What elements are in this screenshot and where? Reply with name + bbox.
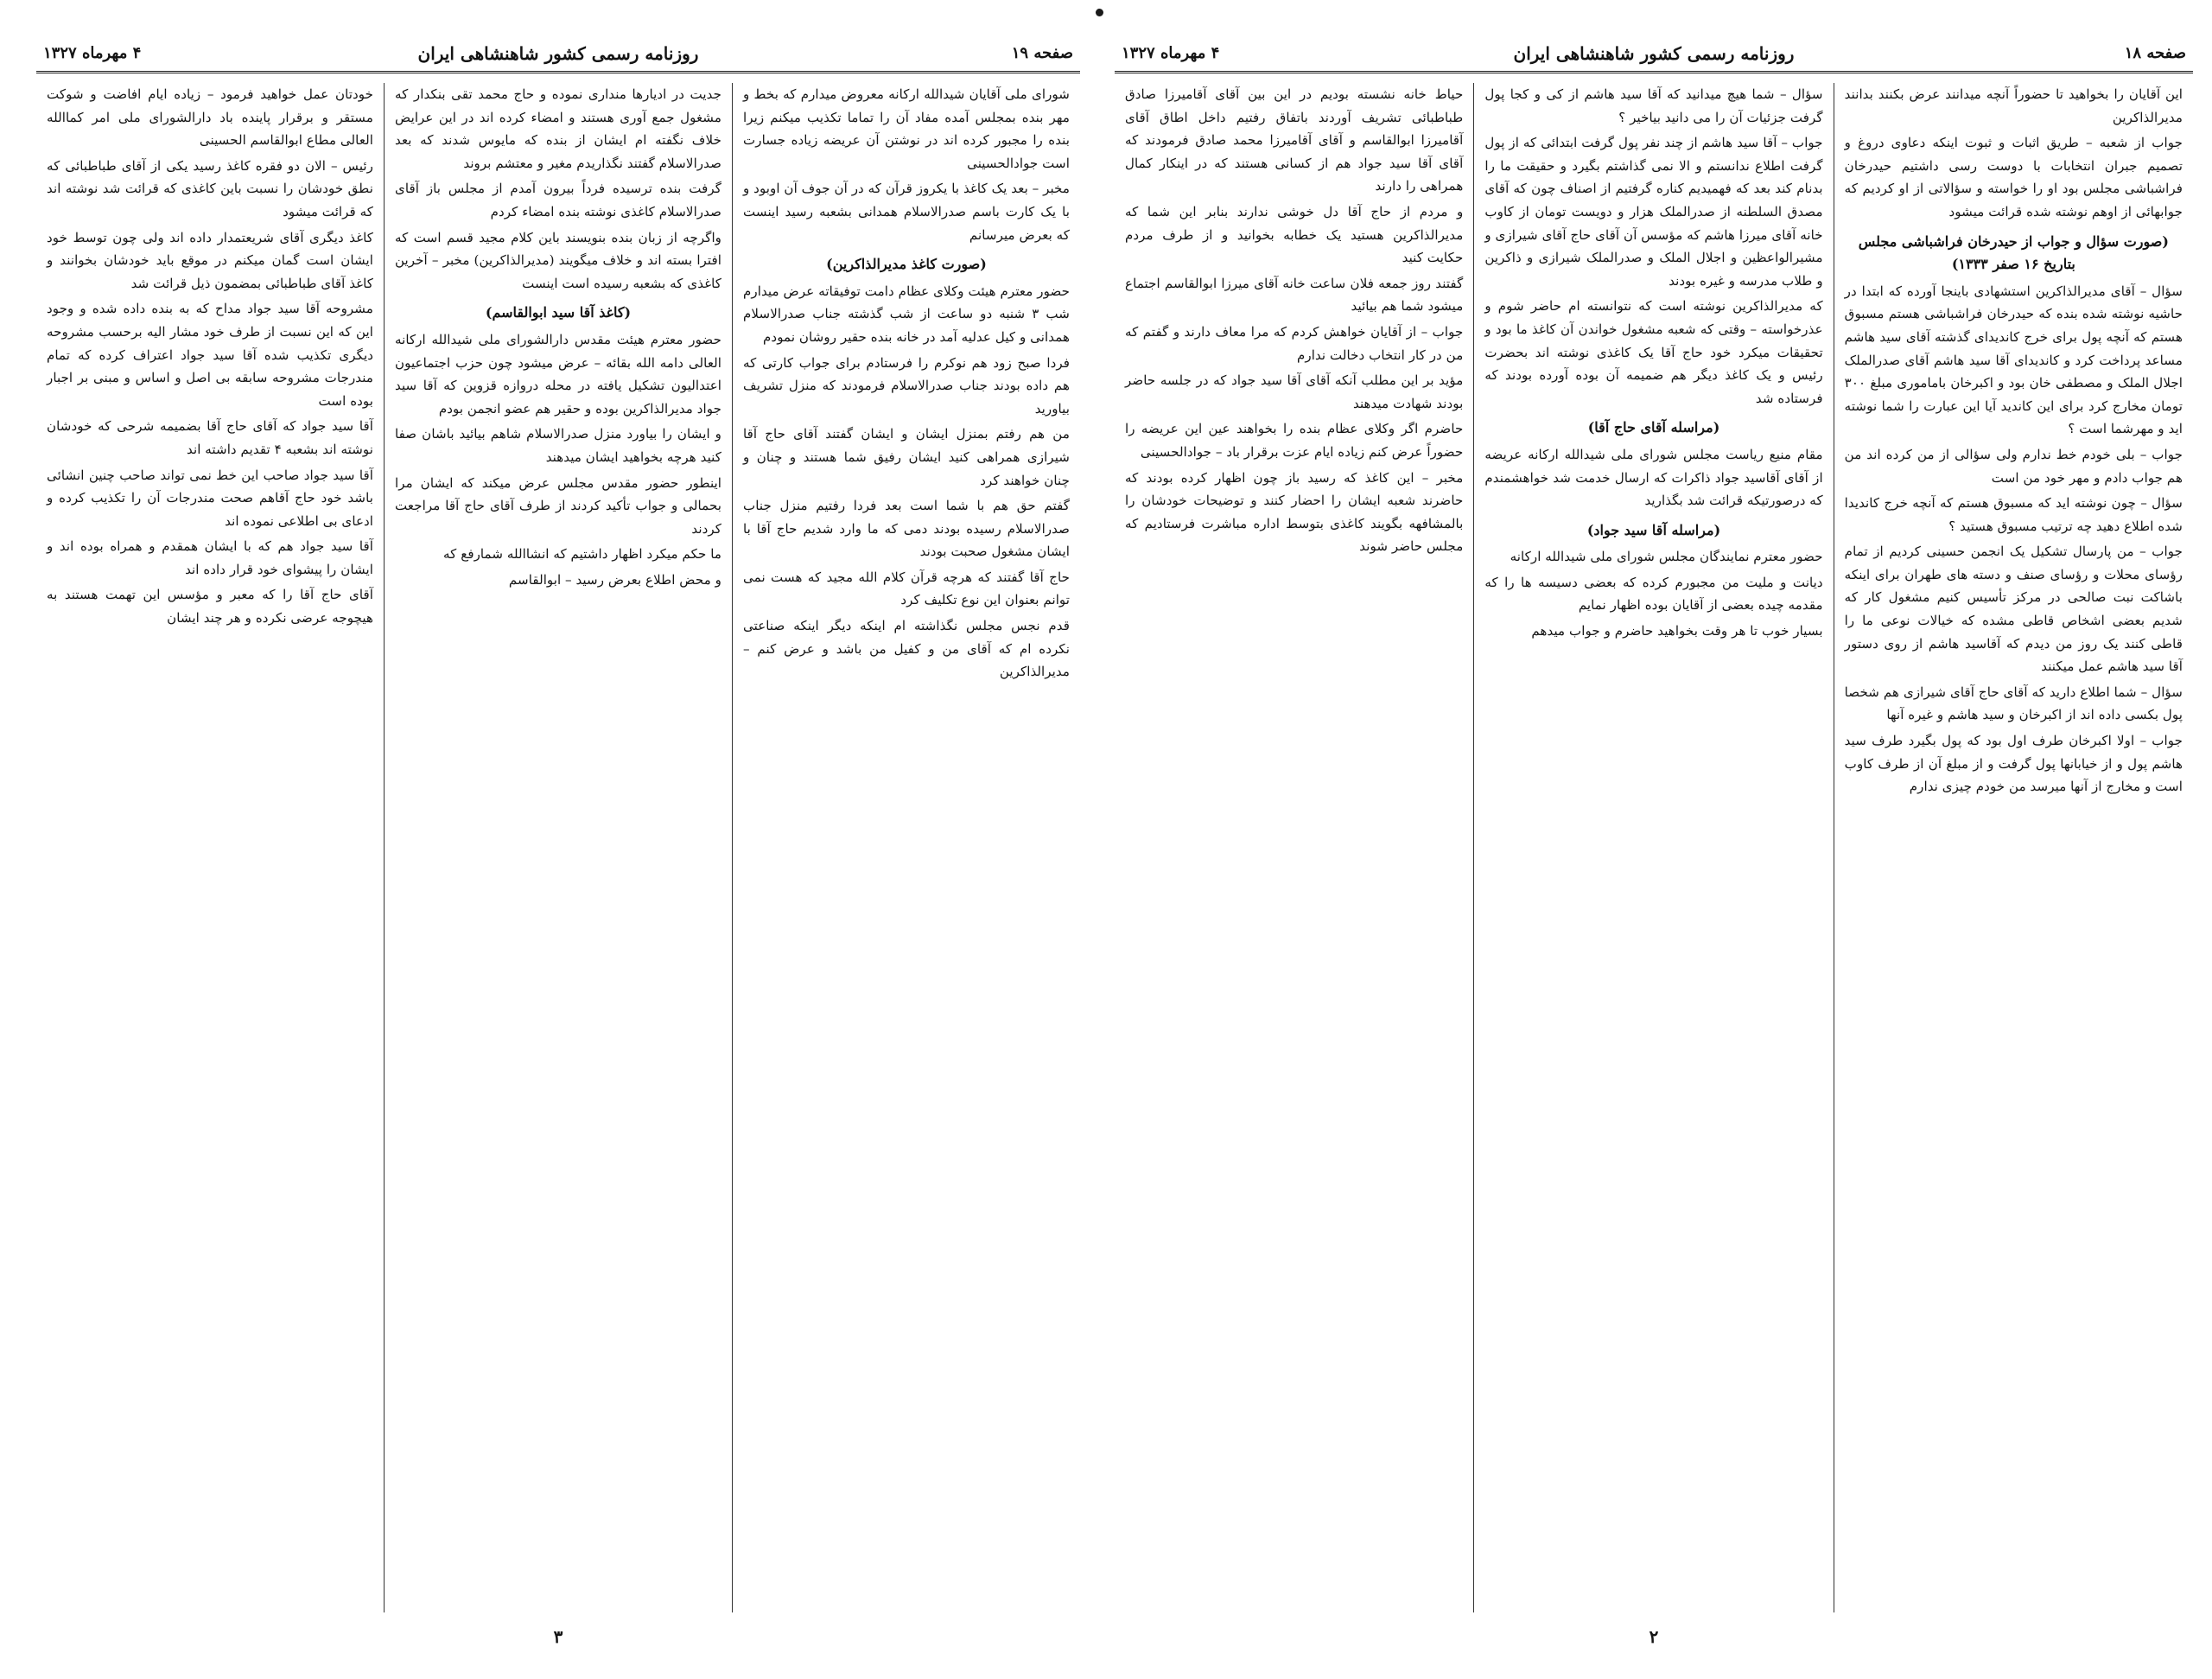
paragraph: حضور معترم هیئت وکلای عظام دامت توفیقاته عرض میدارم شب ۳ شنبه دو ساعت از شب گذشته جناب صدرالاسلام همدانی و کیل عدلیه آمد در خانه بنده حقیر روشان نمودم: [743, 283, 1070, 345]
paragraph: گرفت بنده ترسیده فرداً بیرون آمدم از مجلس باز آقای صدرالاسلام کاغذی نوشته بنده امضاء کردم: [395, 181, 721, 219]
paragraph: مخبر – این کاغذ که رسید باز چون اظهار کرده بودند که حاضرند شعبه ایشان را احضار کنند و توضیحات خودشان را بالمشافهه بگویند کاغذی بتوسط اداره مباشرت فرستادیم که مجلس حاضر شوند: [1125, 469, 1464, 555]
paragraph: جواب – بلی خودم خط ندارم ولی سؤالی از من کرده اند من هم جواب دادم و مهر خود من است: [1844, 446, 2183, 486]
page-19-date: ۴ مهرماه ۱۳۲۷: [43, 44, 142, 62]
paragraph: مخبر – بعد یک کاغذ با یکروز قرآن که در آن جوف آن اوبود و با یک کارت باسم صدرالاسلام همدانی بشعبه رسید اینست که بعرض میرسانم: [743, 181, 1070, 243]
letter-heading: (مراسله آقا سید جواد): [1586, 521, 1721, 538]
page-18-title: روزنامه رسمی کشور شاهنشاهی ایران: [1513, 43, 1795, 64]
page-18-column: [1473, 83, 1833, 1612]
paragraph: شورای ملی آقایان شیدالله ارکانه معروض میدارم که بخط و مهر بنده بمجلس آمده مفاد آن را تماما تکذیب میکنم زیرا بنده را مجبور کرده اند در نوشتن آن عریضه زیاده جسارت است جوادالحسینی: [743, 86, 1070, 171]
paragraph: آقا سید جواد صاحب این خط نمی تواند صاحب چنین انشائی باشد خود حاج آقاهم صحت مندرجات آن را تکذیب کرده و ادعای بی اطلاعی نموده اند: [47, 467, 373, 529]
paragraph: واگرچه از زبان بنده بنویسند باین کلام مجید قسم است که افترا بسته اند و خلاف میگویند (مدیرالذاکرین) مخبر – آخرین کاغذی که بشعبه رسیده است اینست: [395, 229, 721, 291]
page-19-folio: ۳: [553, 1626, 563, 1647]
binding-dot: [1096, 9, 1103, 16]
paragraph: اینطور حضور مقدس مجلس عرض میکند که ایشان مرا بحمالی و جواب تأکید کردند از طرف آقای حاج آقا مراجعت کردند: [395, 474, 721, 537]
paragraph: فردا صبح زود هم نوکرم را فرستادم برای جواب کارتی که هم داده بودند جناب صدرالاسلام فرمودند که منزل تشریف بیاورید: [743, 354, 1070, 417]
page-18-column: [1834, 83, 2193, 1612]
page-18-column: [1115, 83, 1473, 1612]
page-18-masthead: [1115, 36, 2193, 73]
paragraph: بسیار خوب تا هر وقت بخواهید حاضرم و جواب میدهم: [1531, 623, 1823, 639]
paragraph: آقای حاج آقا را که معبر و مؤسس این تهمت هستند به هیچوجه عرضی نکرده و هر چند ایشان: [47, 587, 373, 626]
paragraph: حضور معترم نمایندگان مجلس شورای ملی شیدالله ارکانه: [1510, 549, 1823, 565]
paragraph: و ایشان را بیاورد منزل صدرالاسلام شاهم بیائید باشان صفا کنید هرچه بخواهید ایشان میدهند: [395, 426, 721, 465]
paragraph: دیانت و ملیت من مجبورم کرده که بعضی دسیسه ها را که مقدمه چیده بعضی از آقایان بوده اظهار نمایم: [1484, 574, 1823, 614]
paragraph: جواب از شعبه – طریق اثبات و ثبوت اینکه دعاوی دروغ و تصمیم جبران انتخابات با دوست رسی داشتیم حیدرخان فراشباشی مجلس بود او را خواسته و سؤالاتی از او کردیم که جوابهائی از اوهم نوشته شده قرائت میشود: [1844, 135, 2183, 219]
letter-heading: (مراسله آقای حاج آقا): [1587, 419, 1720, 436]
paragraph: که مدیرالذاکرین نوشته است که نتوانسته ام حاضر شوم و عذرخواسته – وقتی که شعبه مشغول خواندن آن کاغذ ما بود و تحقیقات میکرد خود حاج آقا یک کاغذی نوشته اند بحضرت رئیس و یک کاغذ دیگر هم ضمیمه آن بوده آورده بودند که فرستاده شد: [1484, 298, 1823, 406]
paragraph: مؤید بر این مطلب آنکه آقای آقا سید جواد که در جلسه حاضر بودند شهادت میدهند: [1125, 372, 1464, 411]
paragraph: حاج آقا گفتند که هرچه قرآن کلام الله مجید که هست نمی توانم بعنوان این نوع تکلیف کرد: [743, 569, 1070, 608]
letter-heading: (صورت سؤال و جواب از حیدرخان فراشباشی مجلس بتاریخ ۱۶ صفر ۱۳۳۳): [1858, 232, 2169, 273]
paragraph: گفتم حق هم با شما است بعد فردا رفتیم منزل جناب صدرالاسلام رسیده بودند دمی که ما وارد شدیم حاج آقا با ایشان مشغول صحبت بودند: [743, 498, 1070, 560]
paragraph: و مردم از حاج آقا دل خوشی ندارند بنابر این شما که مدیرالذاکرین هستید یک خطابه بخوانید و از طرف مردم حکایت کنید: [1125, 203, 1464, 266]
paragraph: آقا سید جواد هم که با ایشان همقدم و همراه بوده اند و ایشان را پیشوای خود قرار داده اند: [47, 538, 373, 577]
paragraph: حیاط خانه نشسته بودیم در این بین آقای آقامیرزا صادق طباطبائی تشریف آوردند باتفاق رفتیم داخل اطاق آقای آقامیرزا ابوالقاسم و آقای آقامیرزا محمد صادق فرمودند که آقای آقا سید جواد هم از کسانی هستند که در اینکار کمال همراهی را دارند: [1125, 86, 1464, 194]
paragraph: این آقایان را بخواهید تا حضوراً آنچه میدانند عرض بکنند بدانند مدیرالذاکرین: [1844, 86, 2183, 125]
letter-heading: (صورت کاغذ مدیرالذاکرین): [826, 256, 987, 273]
page-18-date: ۴ مهرماه ۱۳۲۷: [1122, 44, 1220, 62]
page-18-columns: [1115, 83, 2193, 1612]
page-19-columns: [36, 83, 1080, 1612]
paragraph: جواب – آقا سید هاشم از چند نفر پول گرفت ابتدائی که از پول گرفت اطلاع ندانستم و الا نمی گذاشتم بگیرد و حقیقت ما را بدنام کند بعد که فهمیدیم کناره گرفتیم از اصناف چون که آقای مصدق السلطنه از صدرالملک هزار و دویست تومان از کاوب خانه آقای میرزا هاشم که مؤسس آن آقای حاج آقای شیرازی و مشیرالواعظین و اجلال الملک و صدرالملک شیرازی و ذاکرین و طلاب مدرسه و غیره بودند: [1484, 135, 1823, 289]
paragraph: گفتند روز جمعه فلان ساعت خانه آقای میرزا ابوالقاسم اجتماع میشود شما هم بیائید: [1125, 275, 1464, 315]
paragraph: قدم نجس مجلس نگذاشته ام اینکه دیگر اینکه صناعتی نکرده ام که آقای من و کفیل من باشد و عرض کنم – مدیرالذاکرین: [743, 618, 1070, 680]
paragraph: آقا سید جواد که آقای حاج آقا بضمیمه شرحی که خودشان نوشته اند بشعبه ۴ تقدیم داشته اند: [47, 418, 373, 457]
paragraph: جدیت در ادیارها منداری نموده و حاج محمد تقی بنکدار که مشغول جمع آوری هستند و امضاء کرده اند در این عرایض خلاف نگفته ام ایشان از بنده که مایوس شدند که بعد صدرالاسلام گفتند نگذاریدم مغیر و معتشم بروند: [395, 86, 721, 171]
page-19-column: [732, 83, 1080, 1612]
paragraph: سؤال – چون نوشته اید که مسبوق هستم که آنچه خرج کاندیدا شده اطلاع دهید چه ترتیب مسبوق هستید ؟: [1844, 495, 2183, 534]
paragraph: جواب – من پارسال تشکیل یک انجمن حسینی کردیم از تمام رؤسای محلات و رؤسای صنف و دسته های طهران برای اینکه باشاکت نبت صالحی در مرکز تأسیس کنیم مشغول کار که شدیم بعضی اشخاص قاطی مشده که خیالات نوعی ما را قاطی کنند یک روز من دیدم که آقاسید هاشم از روی دستور آقا سید هاشم عمل میکنند: [1844, 544, 2183, 675]
paragraph: سؤال – آقای مدیرالذاکرین استشهادی باینجا آورده که ابتدا در حاشیه نوشته شده بنده که حیدرخان فراشباشی هستم مسبوق هستم که آنچه پول برای خرج کاندیدای گذشته آقای سید هاشم مساعد پرداخت کرد و کاندیدای آقا سید هاشم آقای صدرالملک اجلال الملک و مصطفی خان بود و اکبرخان باماموری مبلغ ۳۰۰ تومان مخارج کرد برای این کاندید آیا این عبارت را شما نوشته اید و مهرشما است ؟: [1844, 283, 2183, 437]
paragraph: خودتان عمل خواهید فرمود – زیاده ایام افاضت و شوکت مستقر و برقرار پاینده باد دارالشورای ملی امر کماالله العالی مطاع ابوالقاسم الحسینی: [47, 86, 373, 149]
paragraph: من هم رفتم بمنزل ایشان و ایشان گفتند آقای حاج آقا شیرازی همراهی کنید ایشان رفیق شما هستند و چنان و چنان خواهند کرد: [743, 426, 1070, 488]
paragraph: کاغذ دیگری آقای شریعتمدار داده اند ولی چون توسط خود ایشان است گمان میکنم در موقع باید خودشان بخوانند و کاغذ آقای طباطبائی بمضمون ذیل قرائت شد: [47, 229, 373, 291]
paragraph: و محض اطلاع بعرض رسید – ابوالقاسم: [508, 571, 721, 588]
letter-heading: (کاغذ آقا سید ابوالقاسم): [485, 304, 632, 321]
paragraph: حضور معترم هیئت مقدس دارالشورای ملی شیدالله ارکانه العالی دامه الله بقائه – عرض میشود چون حزب اجتماعیون اعتدالیون تشکیل یافته در محله دروازه قزوین که آقا سید جواد مدیرالذاکرین بوده و حقیر هم عضو انجمن بودم: [395, 331, 721, 417]
paragraph: مشروحه آقا سید جواد مداح که به بنده داده شده و وجود این که این نسبت از طرف خود مشار الیه برحسب مشروحه دیگری تکذیب شده آقا سید جواد اعتراف کرده که تمام مندرجات مشروحه سابقه بی اصل و اساس و مبنی بر اجبار بوده است: [47, 301, 373, 409]
paragraph: سؤال – شما هیچ میدانید که آقا سید هاشم از کی و کجا پول گرفت جزئیات آن را می دانید بیاخیر ؟: [1484, 86, 1823, 125]
paragraph: مقام منیع ریاست مجلس شورای ملی شیدالله ارکانه عریضه از آقای آقاسید جواد ذاکرات که ارسال خدمت شد خواهشمندم که درصورتیکه قرائت شد بگذارید: [1484, 446, 1823, 509]
paragraph: جواب – از آقایان خواهش کردم که مرا معاف دارند و گفتم که من در کار انتخاب دخالت ندارم: [1125, 323, 1464, 363]
page-19-number: صفحه ۱۹: [1011, 44, 1073, 62]
paragraph: حاضرم اگر وکلای عظام بنده را بخواهند عین این عریضه را حضوراً عرض کنم زیاده ایام عزت برقرار باد – جوادالحسینی: [1125, 421, 1464, 460]
page-18-number: صفحه ۱۸: [2124, 44, 2186, 62]
page-19-column: [36, 83, 384, 1612]
newspaper-page-18: [1115, 36, 2193, 1652]
page-19-column: [384, 83, 732, 1612]
paragraph: جواب – اولا اکبرخان طرف اول بود که پول بگیرد طرف سید هاشم پول و از خیابانها پول گرفت و از مبلغ آن از طرف کاوب است و مخارج از آنها میرسد من خودم چیزی ندارم: [1844, 733, 2183, 795]
newspaper-page-19: [36, 36, 1080, 1652]
page-19-title: روزنامه رسمی کشور شاهنشاهی ایران: [417, 43, 699, 64]
paragraph: ما حکم میکرد اظهار داشتیم که انشاالله شمارفع که: [443, 546, 721, 563]
paragraph: رئیس – الان دو فقره کاغذ رسید یکی از آقای طباطبائی که نطق خودشان را نسبت باین کاغذی که قرائت شد نوشته اند که قرائت میشود: [47, 157, 373, 219]
page-19-masthead: [36, 36, 1080, 73]
page-18-folio: ۲: [1649, 1626, 1659, 1647]
paragraph: سؤال – شما اطلاع دارید که آقای حاج آقای شیرازی هم شخصا پول بکسی داده اند از اکبرخان و سید هاشم و غیره آنها: [1844, 684, 2183, 723]
